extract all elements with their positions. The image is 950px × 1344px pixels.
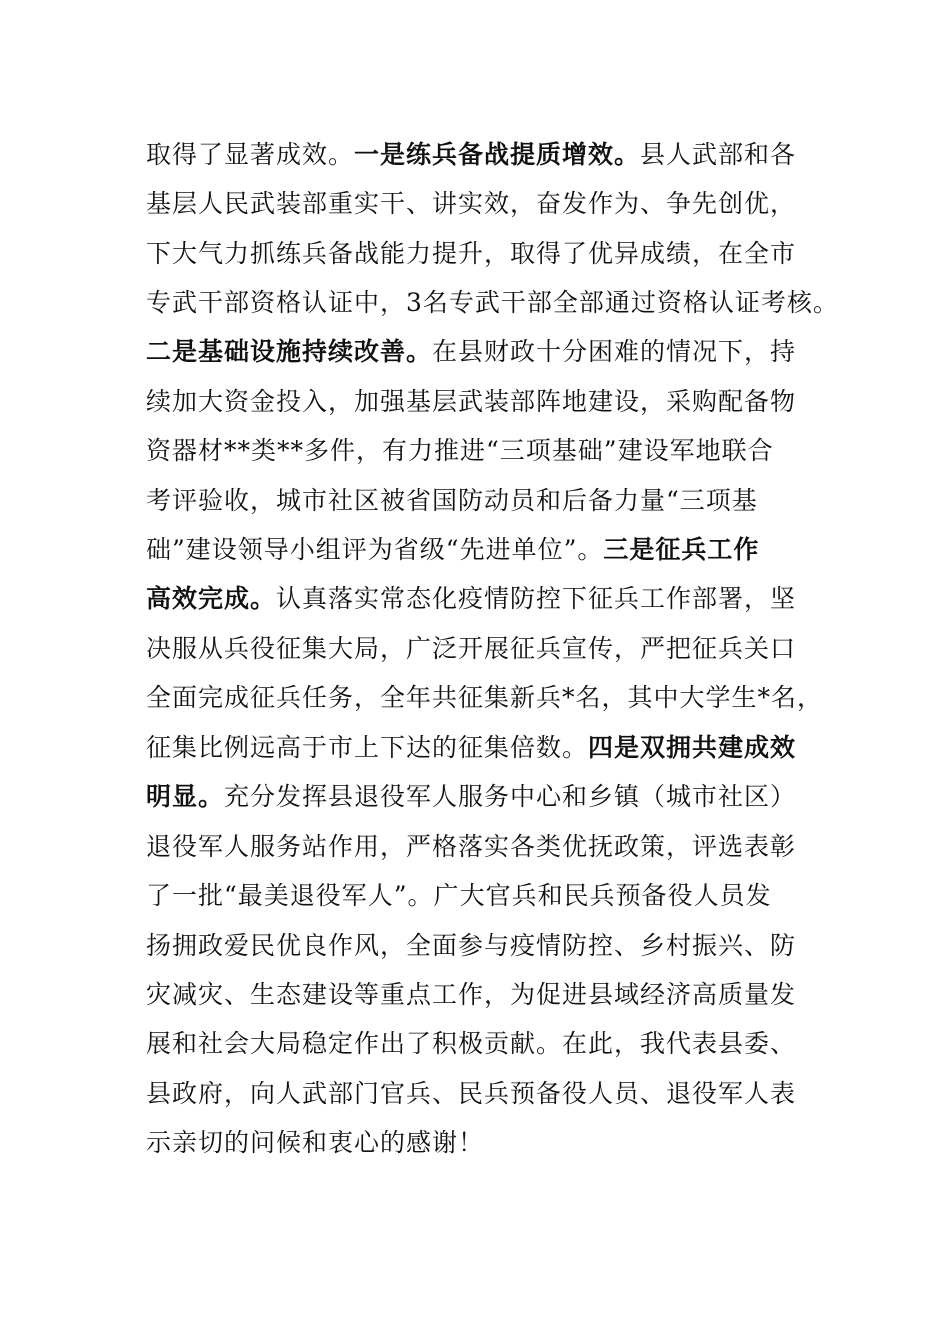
text-line xyxy=(146,876,772,916)
text-line xyxy=(146,926,796,966)
text-segment: 示亲切的问候和衷心的感谢！ xyxy=(146,1128,485,1157)
text-line xyxy=(146,975,796,1015)
text-segment: 资器材**类**多件，有力推进“三项基础”建设军地联合 xyxy=(146,436,774,465)
text-segment: 下大气力抓练兵备战能力提升，取得了优异成绩，在全市 xyxy=(146,239,797,268)
text-line xyxy=(146,1024,796,1064)
text-line xyxy=(146,135,796,175)
bold-heading-phrase: 四是双拥共建成效 xyxy=(588,733,797,762)
text-segment: 认真落实常态化疫情防控下征兵工作部署，坚 xyxy=(276,584,797,613)
text-segment: 退役军人服务站作用，严格落实各类优抚政策，评选表彰 xyxy=(146,832,797,861)
bold-heading-phrase: 高效完成。 xyxy=(146,584,277,613)
text-line xyxy=(146,382,796,422)
text-segment: 决服从兵役征集大局，广泛开展征兵宣传，严把征兵关口 xyxy=(146,634,797,663)
text-segment: 扬拥政爱民优良作风，全面参与疫情防控、乡村振兴、防 xyxy=(146,931,797,960)
text-line xyxy=(146,728,796,768)
text-line xyxy=(146,530,759,570)
text-segment: 灾减灾、生态建设等重点工作，为促进县域经济高质量发 xyxy=(146,980,797,1009)
bold-heading-phrase: 一是练兵备战提质增效。 xyxy=(354,140,641,169)
text-line xyxy=(146,579,796,619)
text-segment: 续加大资金投入，加强基层武装部阵地建设，采购配备物 xyxy=(146,387,797,416)
text-segment: 在县财政十分困难的情况下，持 xyxy=(432,337,797,366)
text-segment: 专武干部资格认证中，3名专武干部全部通过资格认证考核。 xyxy=(146,288,839,317)
text-line xyxy=(146,234,796,274)
text-segment: 础”建设领导小组评为省级“先进单位”。 xyxy=(146,535,604,564)
text-segment: 征集比例远高于市上下达的征集倍数。 xyxy=(146,733,589,762)
bold-heading-phrase: 明显。 xyxy=(146,782,225,811)
text-segment: 县政府，向人武部门官兵、民兵预备役人员、退役军人表 xyxy=(146,1079,797,1108)
bold-heading-phrase: 二是基础设施持续改善。 xyxy=(146,337,433,366)
text-line xyxy=(146,481,758,521)
text-line xyxy=(146,827,796,867)
text-line xyxy=(146,1123,484,1163)
text-segment: 全面完成征兵任务，全年共征集新兵*名，其中大学生*名， xyxy=(146,683,824,712)
text-segment: 展和社会大局稳定作出了积极贡献。在此，我代表县委、 xyxy=(146,1029,797,1058)
text-segment: 基层人民武装部重实干、讲实效，奋发作为、争先创优， xyxy=(146,189,797,218)
text-line xyxy=(146,283,839,323)
bold-heading-phrase: 三是征兵工作 xyxy=(603,535,760,564)
text-line xyxy=(146,678,823,718)
text-segment: 县人武部和各 xyxy=(640,140,797,169)
text-line xyxy=(146,1074,796,1114)
text-segment: 取得了显著成效。 xyxy=(146,140,355,169)
text-line xyxy=(146,777,796,817)
text-line xyxy=(146,184,796,224)
text-segment: 考评验收，城市社区被省国防动员和后备力量“三项基 xyxy=(146,486,758,515)
text-line xyxy=(146,431,774,471)
text-segment: 了一批“最美退役军人”。广大官兵和民兵预备役人员发 xyxy=(146,881,772,910)
text-line xyxy=(146,332,796,372)
text-segment: 充分发挥县退役军人服务中心和乡镇（城市社区） xyxy=(224,782,797,811)
text-line xyxy=(146,629,796,669)
